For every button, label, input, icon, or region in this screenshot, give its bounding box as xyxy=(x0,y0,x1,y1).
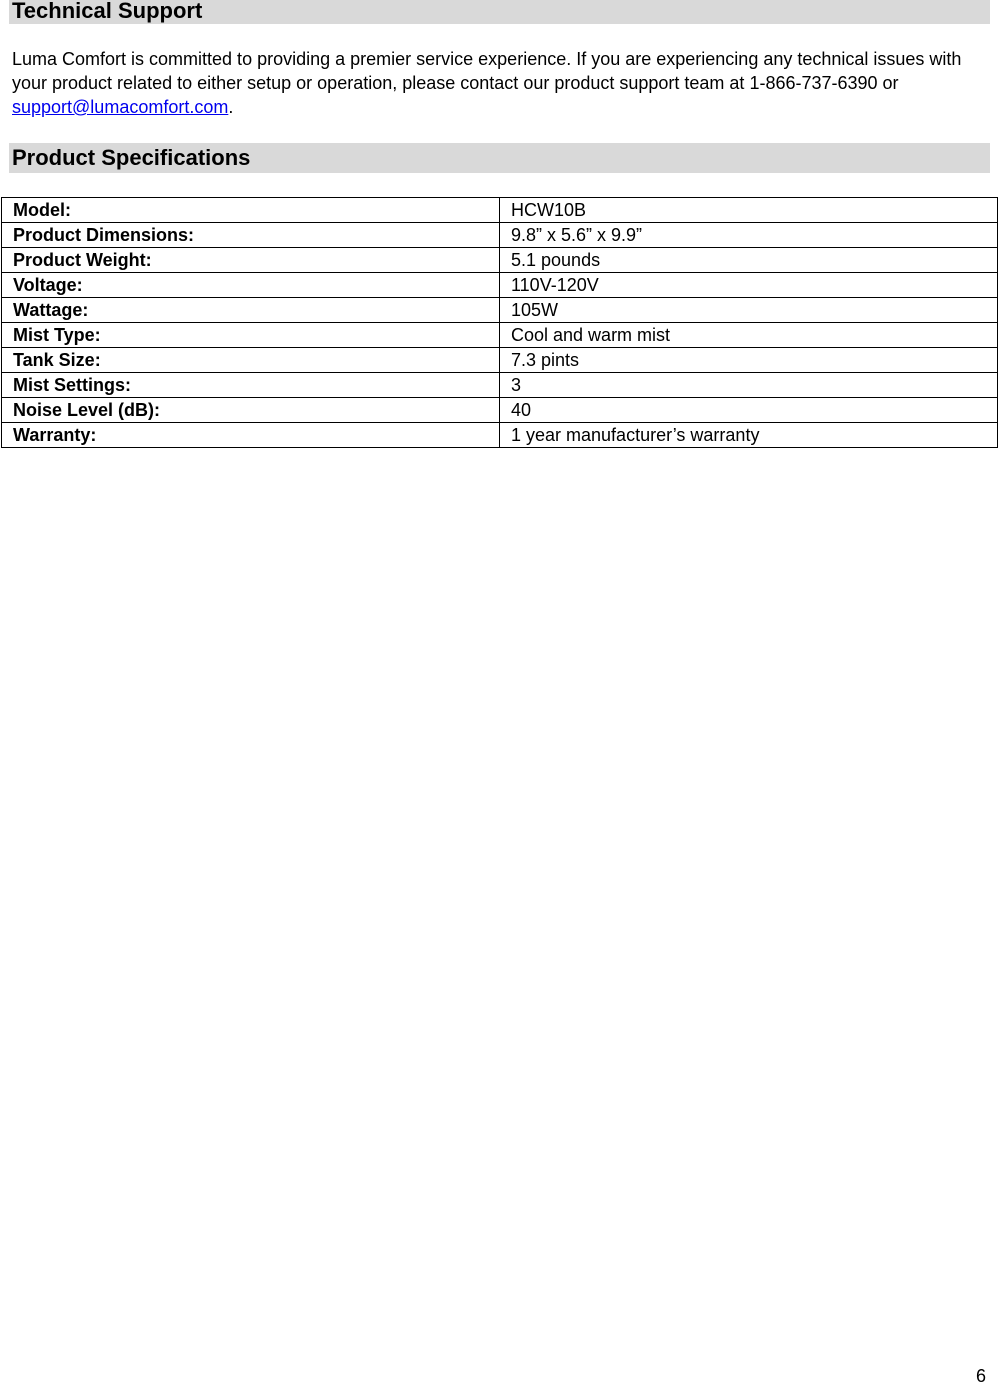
table-row xyxy=(2,423,998,448)
table-row xyxy=(2,398,998,423)
spec-label: Wattage: xyxy=(2,298,500,323)
table-row xyxy=(2,373,998,398)
support-email-link[interactable]: support@lumacomfort.com xyxy=(12,97,229,117)
table-row xyxy=(2,323,998,348)
table-row xyxy=(2,223,998,248)
spec-label: Mist Settings: xyxy=(2,373,500,398)
spec-value: 7.3 pints xyxy=(500,348,998,373)
spec-value: 40 xyxy=(500,398,998,423)
spec-value: Cool and warm mist xyxy=(500,323,998,348)
support-text: Luma Comfort is committed to providing a premier service experience. If you are experiencing any technical issues with your product related to either setup or operation, please contact our product support team at 1-866-737-6390 or xyxy=(12,49,962,93)
spec-label: Warranty: xyxy=(2,423,500,448)
table-row xyxy=(2,273,998,298)
spec-value: 105W xyxy=(500,298,998,323)
spec-value: HCW10B xyxy=(500,198,998,223)
support-paragraph xyxy=(12,47,990,119)
product-specifications-heading: Product Specifications xyxy=(9,143,990,173)
spec-label: Noise Level (dB): xyxy=(2,398,500,423)
table-row xyxy=(2,248,998,273)
spec-value: 3 xyxy=(500,373,998,398)
table-row xyxy=(2,348,998,373)
support-text-end: . xyxy=(228,97,234,117)
spec-value: 1 year manufacturer’s warranty xyxy=(500,423,998,448)
spec-label: Product Weight: xyxy=(2,248,500,273)
spec-label: Voltage: xyxy=(2,273,500,298)
table-row xyxy=(2,198,998,223)
specifications-table xyxy=(1,197,998,448)
technical-support-heading: Technical Support xyxy=(9,0,990,24)
spec-label: Product Dimensions: xyxy=(2,223,500,248)
table-row xyxy=(2,298,998,323)
spec-value: 110V-120V xyxy=(500,273,998,298)
spec-label: Model: xyxy=(2,198,500,223)
spec-label: Tank Size: xyxy=(2,348,500,373)
spec-value: 9.8” x 5.6” x 9.9” xyxy=(500,223,998,248)
spec-value: 5.1 pounds xyxy=(500,248,998,273)
page-number: 6 xyxy=(975,1366,986,1386)
spec-label: Mist Type: xyxy=(2,323,500,348)
